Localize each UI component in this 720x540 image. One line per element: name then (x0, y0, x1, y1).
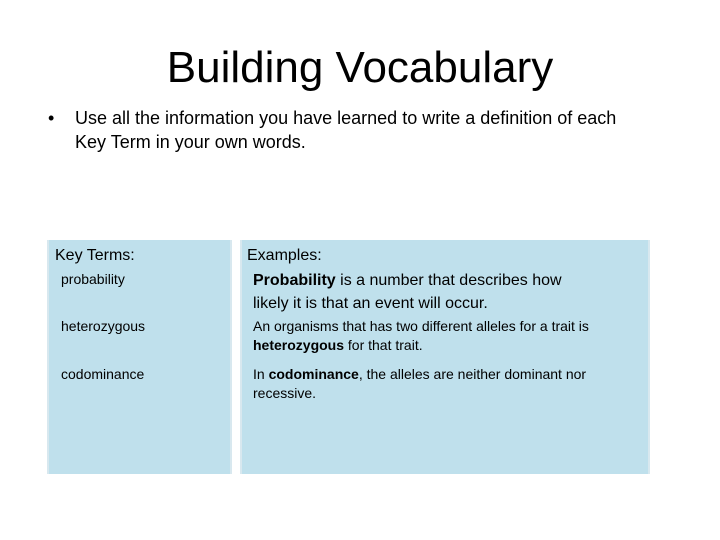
example-heterozygous-line2-rest: for that trait. (344, 337, 423, 353)
example-codominance (253, 365, 648, 403)
bullet-marker: • (48, 108, 55, 128)
term-codominance: codominance (61, 366, 145, 382)
example-codominance-line1-pre: In (253, 366, 269, 382)
term-probability: probability (61, 271, 125, 287)
slide-title: Building Vocabulary (166, 43, 554, 92)
example-codominance-line2: recessive. (253, 385, 317, 401)
example-codominance-line1-rest: , the alleles are neither dominant nor (358, 366, 587, 382)
example-codominance-line1 (253, 365, 648, 384)
examples-header: Examples: (247, 247, 322, 264)
example-heterozygous-bold: heterozygous (253, 337, 345, 353)
term-heterozygous: heterozygous (61, 318, 146, 334)
example-probability-line1 (253, 269, 648, 292)
example-probability-line2: likely it is that an event will occur. (253, 295, 488, 312)
example-codominance-bold: codominance (268, 366, 359, 382)
example-heterozygous-line2 (253, 336, 648, 355)
instruction-text: Use all the information you have learned to write a definition of each Key Term in your own words. (75, 108, 617, 152)
example-probability-bold: Probability (253, 272, 336, 289)
key-terms-header: Key Terms: (55, 247, 135, 264)
example-probability-line1-rest: is a number that describes how (335, 272, 562, 289)
example-heterozygous-line1: An organisms that has two different alleles for a trait is (253, 318, 589, 334)
example-heterozygous (253, 317, 648, 355)
example-probability (253, 269, 648, 315)
